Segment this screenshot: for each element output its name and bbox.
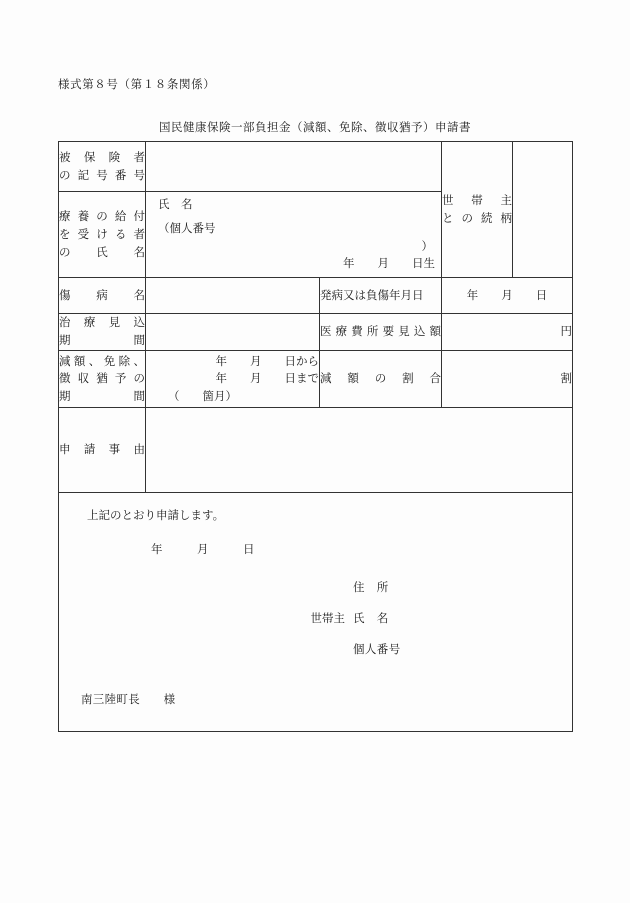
label-reduction-period (59, 351, 146, 408)
label-onset-date: 発病又は負傷年月日 (320, 278, 442, 314)
label-application-reason (59, 408, 146, 493)
label-treatment-period-line1: 治療見込 (59, 315, 145, 330)
table-row-declaration (59, 493, 573, 732)
label-treatment-period-line2: 期間 (59, 333, 145, 348)
field-disease-name[interactable] (146, 278, 320, 314)
table-row-insured-number (59, 142, 573, 192)
field-application-reason[interactable] (146, 408, 573, 493)
label-signature-mynumber: 個人番号 (353, 642, 401, 657)
label-disease-name (59, 278, 146, 314)
field-insured-number[interactable] (146, 142, 442, 192)
field-treatment-period[interactable] (146, 314, 320, 351)
label-recipient-name-line2: を受ける者 (59, 226, 145, 241)
signature-block (59, 579, 572, 672)
declaration-statement: 上記のとおり申請します。 (87, 508, 225, 523)
label-estimated-cost (320, 314, 442, 351)
form-number: 様式第８号（第１８条関係） (58, 77, 216, 91)
mynumber-paren-close: ） (421, 238, 433, 253)
label-name: 氏 名 (158, 197, 193, 211)
table-row-reduction-period (59, 351, 573, 408)
label-recipient-name-line1: 療養の給付 (59, 208, 145, 223)
label-insured-number-line1: 被保険者 (59, 149, 145, 164)
addressee-line: 南三陸町長 様 (81, 692, 176, 707)
reduction-period-from: 年 月 日から (215, 353, 319, 368)
label-reduction-period-line2: 徴収猶予の (59, 371, 145, 386)
label-application-reason-text: 申請事由 (59, 442, 145, 457)
label-insured-number-line2: の記号番号 (59, 167, 145, 182)
table-row-disease (59, 278, 573, 314)
label-reduction-rate-text: 減額の割合 (320, 371, 441, 386)
label-household-relation-line2: との続柄 (442, 210, 512, 225)
label-reduction-period-line3: 期間 (59, 389, 145, 404)
label-address: 住 所 (353, 580, 389, 595)
declaration-block (59, 493, 572, 731)
declaration-date[interactable]: 年 月 日 (151, 542, 255, 557)
label-mynumber: （個人番号 (158, 220, 216, 235)
field-reduction-rate[interactable]: 割 (442, 351, 573, 408)
signature-row-mynumber (59, 641, 572, 672)
reduction-period-to: 年 月 日まで (215, 371, 319, 386)
table-row-reason (59, 408, 573, 493)
signature-row-name (59, 610, 572, 641)
field-estimated-cost[interactable]: 円 (442, 314, 573, 351)
label-insured-number (59, 142, 146, 192)
declaration-cell (59, 493, 573, 732)
label-birthdate: 年 月 日生 (343, 256, 435, 271)
table-row-treatment-period (59, 314, 573, 351)
document-title: 国民健康保険一部負担金（減額、免除、徴収猶予）申請書 (159, 120, 471, 134)
signature-row-address (59, 579, 572, 610)
application-form-table (58, 141, 573, 732)
reduction-period-months: （ 箇月） (168, 389, 237, 404)
field-recipient-name-area[interactable] (146, 192, 442, 278)
label-disease-name-text: 傷病名 (59, 287, 145, 302)
label-signature-name: 氏 名 (353, 611, 389, 626)
label-estimated-cost-text: 医療費所要見込額 (320, 324, 441, 339)
label-reduction-rate (320, 351, 442, 408)
label-treatment-period (59, 314, 146, 351)
label-household-head: 世帯主 (310, 611, 345, 626)
field-reduction-period[interactable] (146, 351, 320, 408)
label-reduction-period-line1: 減額、免除、 (59, 353, 145, 368)
label-recipient-name-line3: の氏名 (59, 244, 145, 259)
field-onset-date[interactable]: 年 月 日 (442, 278, 573, 314)
label-household-relation-line1: 世帯主 (442, 192, 512, 207)
label-household-relation (442, 142, 513, 278)
label-recipient-name (59, 192, 146, 278)
field-household-relation[interactable] (513, 142, 573, 278)
